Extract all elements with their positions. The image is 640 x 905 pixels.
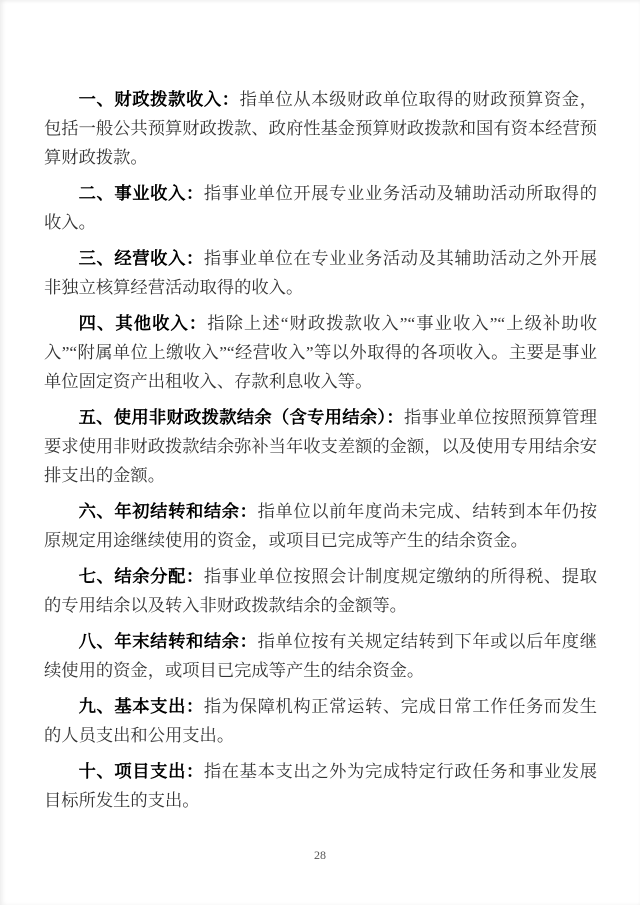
definition-paragraph [44, 179, 597, 237]
page-number: 28 [314, 848, 326, 862]
term-definition: 指单位从本级财政单位取得的财政预算资金，包括一般公共预算财政拨款、政府性基金预算财政拨款和国有资本经营预算财政拨款。 [44, 90, 598, 167]
term-heading: 七、结余分配： [78, 567, 204, 586]
definition-paragraph [44, 244, 597, 302]
definition-paragraph [44, 692, 597, 750]
term-heading: 九、基本支出： [78, 697, 204, 716]
definition-paragraph [44, 309, 597, 396]
definition-paragraph [44, 562, 597, 620]
term-heading: 四、其他收入： [78, 314, 208, 333]
definition-paragraph [44, 85, 597, 172]
term-heading: 六、年初结转和结余： [78, 502, 258, 521]
term-definition: 指为保障机构正常运转、完成日常工作任务而发生的人员支出和公用支出。 [44, 697, 597, 745]
term-definition: 指单位按有关规定结转到下年或以后年度继续使用的资金，或项目已完成等产生的结余资金。 [44, 632, 597, 680]
document-body [44, 85, 597, 822]
definition-paragraph [44, 497, 597, 555]
term-definition: 指事业单位在专业业务活动及其辅助活动之外开展非独立核算经营活动取得的收入。 [44, 249, 597, 297]
definition-paragraph [44, 757, 597, 815]
term-definition: 指事业单位按照预算管理要求使用非财政拨款结余弥补当年收支差额的金额，以及使用专用结余安排支出的金额。 [44, 408, 598, 485]
term-definition: 指单位以前年度尚未完成、结转到本年仍按原规定用途继续使用的资金，或项目已完成等产生的结余资金。 [44, 502, 597, 550]
term-definition: 指除上述“财政拨款收入”“事业收入”“上级补助收入”“附属单位上缴收入”“经营收入”等以外取得的各项收入。主要是事业单位固定资产出租收入、存款利息收入等。 [44, 314, 597, 391]
term-definition: 指事业单位开展专业业务活动及辅助活动所取得的收入。 [44, 184, 597, 232]
term-definition: 指在基本支出之外为完成特定行政任务和事业发展目标所发生的支出。 [44, 762, 597, 810]
definition-paragraph [44, 403, 597, 490]
term-heading: 五、使用非财政拨款结余（含专用结余）： [78, 408, 404, 427]
term-heading: 三、经营收入： [78, 249, 204, 268]
term-heading: 十、项目支出： [78, 762, 204, 781]
term-heading: 一、财政拨款收入： [78, 90, 240, 109]
definition-paragraph [44, 627, 597, 685]
term-heading: 二、事业收入： [78, 184, 204, 203]
term-definition: 指事业单位按照会计制度规定缴纳的所得税、提取的专用结余以及转入非财政拨款结余的金额等。 [44, 567, 597, 615]
term-heading: 八、年末结转和结余： [78, 632, 258, 651]
